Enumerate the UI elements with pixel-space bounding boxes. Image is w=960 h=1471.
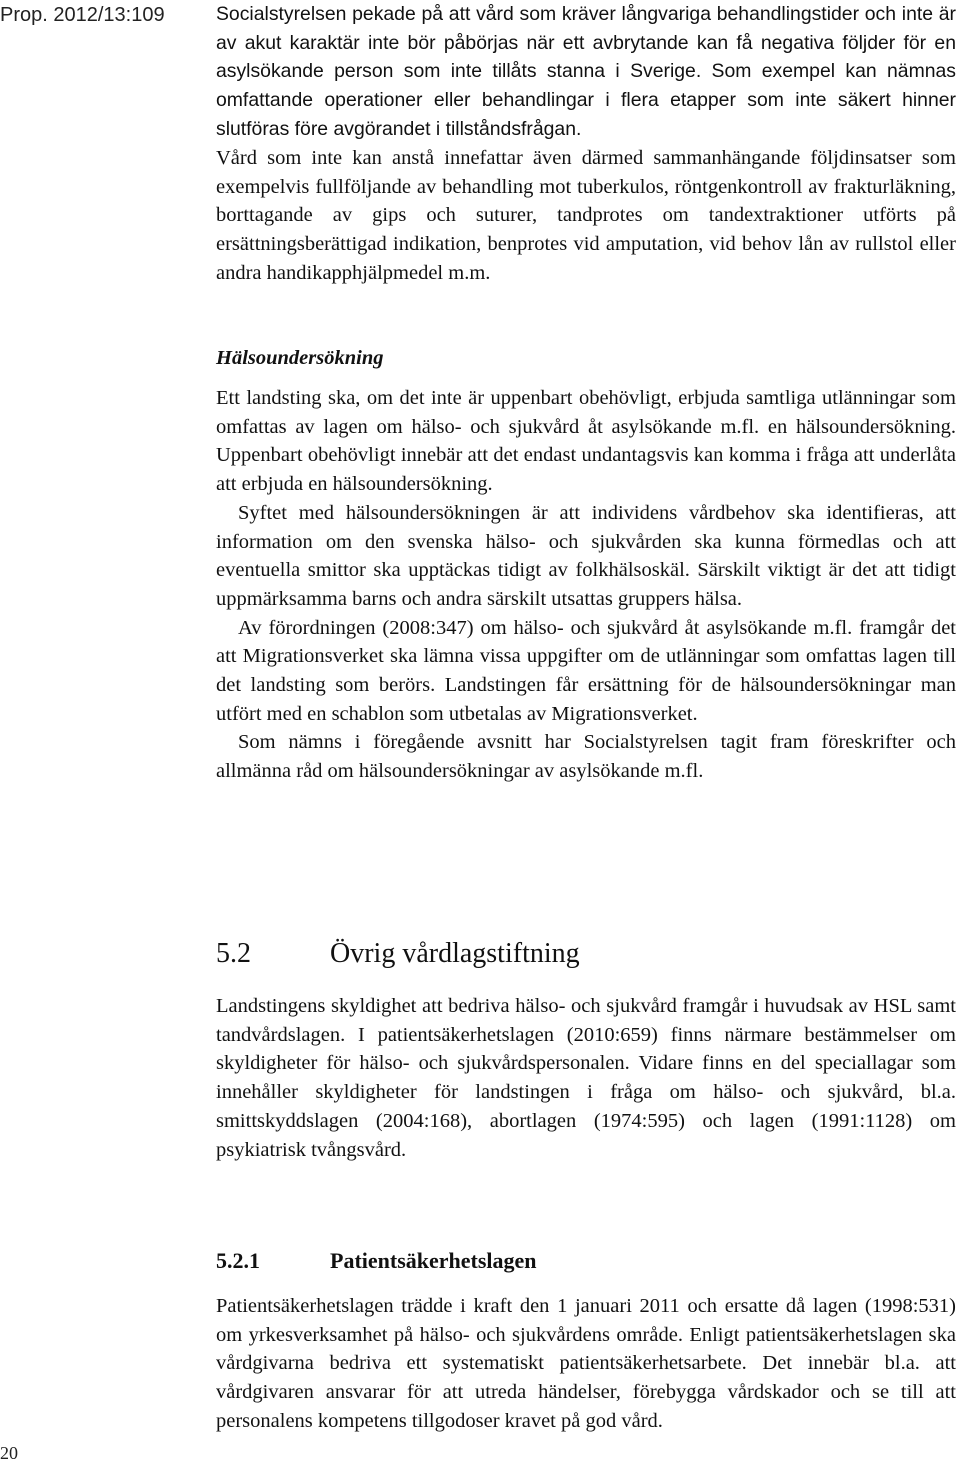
intro-paragraph-continued <box>216 144 956 288</box>
section-5-2-1-paragraph: Patientsäkerhetslagen trädde i kraft den 1 januari 2011 och ersatte då lagen (1998:531) om yrkesverksamhet på hälso- och sjukvårdens område. Enligt patientsäkerhetslagen ska vårdgivarna bedriva ett systematiskt patientsäkerhetsarbete. Det innebär bl.a. att vårdgivaren ansvarar för att utreda händelser, förebygga vårdskador och se till att personalens kompetens tillgodoser kravet på god vård. <box>216 1295 956 1432</box>
section-number: 5.2 <box>216 938 251 969</box>
halso-body <box>216 384 956 786</box>
intro-continuation-text: Vård som inte kan anstå innefattar även därmed sammanhängande följdinsatser som exempelvis fullföljande av behandling mot tuberkulos, röntgenkontroll av frakturläkning, borttagande av gips och suturer, tandprotes om tandextraktioner utförts på ersättningsberättigad indikation, benprotes vid amputation, vid behov lån av rullstol eller andra handikapphjälpmedel m.m. <box>216 147 956 284</box>
section-heading-5-2-1 <box>216 1246 537 1276</box>
section-heading-5-2 <box>216 936 580 972</box>
subsection-title: Patientsäkerhetslagen <box>330 1248 537 1273</box>
halso-paragraph-2: Syftet med hälsoundersökningen är att individens vårdbehov ska identifieras, att information om den svenska hälso- och sjukvården ska kunna förmedlas och att eventuella smittor ska upptäckas tidigt av folkhälsoskäl. Särskilt viktigt är det att tidigt uppmärksamma barns och andra särskilt utsattas gruppers hälsa. <box>216 501 956 610</box>
subheading-halsoundersokning: Hälsoundersökning <box>216 347 384 369</box>
halso-paragraph-4: Som nämns i föregående avsnitt har Socialstyrelsen tagit fram föreskrifter och allmänna råd om hälsoundersökningar av asylsökande m.fl. <box>216 731 956 783</box>
halso-paragraph-1: Ett landsting ska, om det inte är uppenbart obehövligt, erbjuda samtliga utlänningar som omfattas av lagen om hälso- och sjukvård åt asylsökande m.fl. en hälsoundersökning. Uppenbart obehövligt innebär att det endast undantagsvis kan komma i fråga att underlåta att erbjuda en hälsoundersökning. <box>216 387 956 496</box>
subsection-number: 5.2.1 <box>216 1248 260 1273</box>
page-number: 20 <box>0 1443 18 1463</box>
halso-paragraph-3: Av förordningen (2008:347) om hälso- och sjukvård åt asylsökande m.fl. framgår det att Migrationsverket ska lämna vissa uppgifter om de utlänningar som omfattas lagen till det landsting som berörs. Landstingen får ersättning för de hälsoundersökningar man utfört med en schablon som utbetalas av Migrationsverket. <box>216 616 956 725</box>
margin-reference: Prop. 2012/13:109 <box>0 4 165 26</box>
intro-paragraph: Socialstyrelsen pekade på att vård som kräver långvariga behandlingstider och inte är av akut karaktär inte bör påbörjas när ett avbrytande kan få negativa följder för en asylsökande person som inte tillåts stanna i Sverige. Som exempel kan nämnas omfattande operationer eller behandlingar i flera etapper som inte säkert hinner slutföras före avgörandet i tillståndsfrågan. <box>216 3 956 140</box>
section-5-2-paragraph: Landstingens skyldighet att bedriva hälso- och sjukvård framgår i huvudsak av HSL samt tandvårdslagen. I patientsäkerhetslagen (2010:659) finns närmare bestämmelser om skyldigheter för hälso- och sjukvårdspersonalen. Vidare finns en del speciallagar som innehåller skyldigheter för landstingen i fråga om hälso- och sjukvård, bl.a. smittskyddslagen (2004:168), abortlagen (1974:595) och lagen (1991:1128) om psykiatrisk tvångsvård. <box>216 995 956 1161</box>
section-title: Övrig vårdlagstiftning <box>330 938 580 969</box>
